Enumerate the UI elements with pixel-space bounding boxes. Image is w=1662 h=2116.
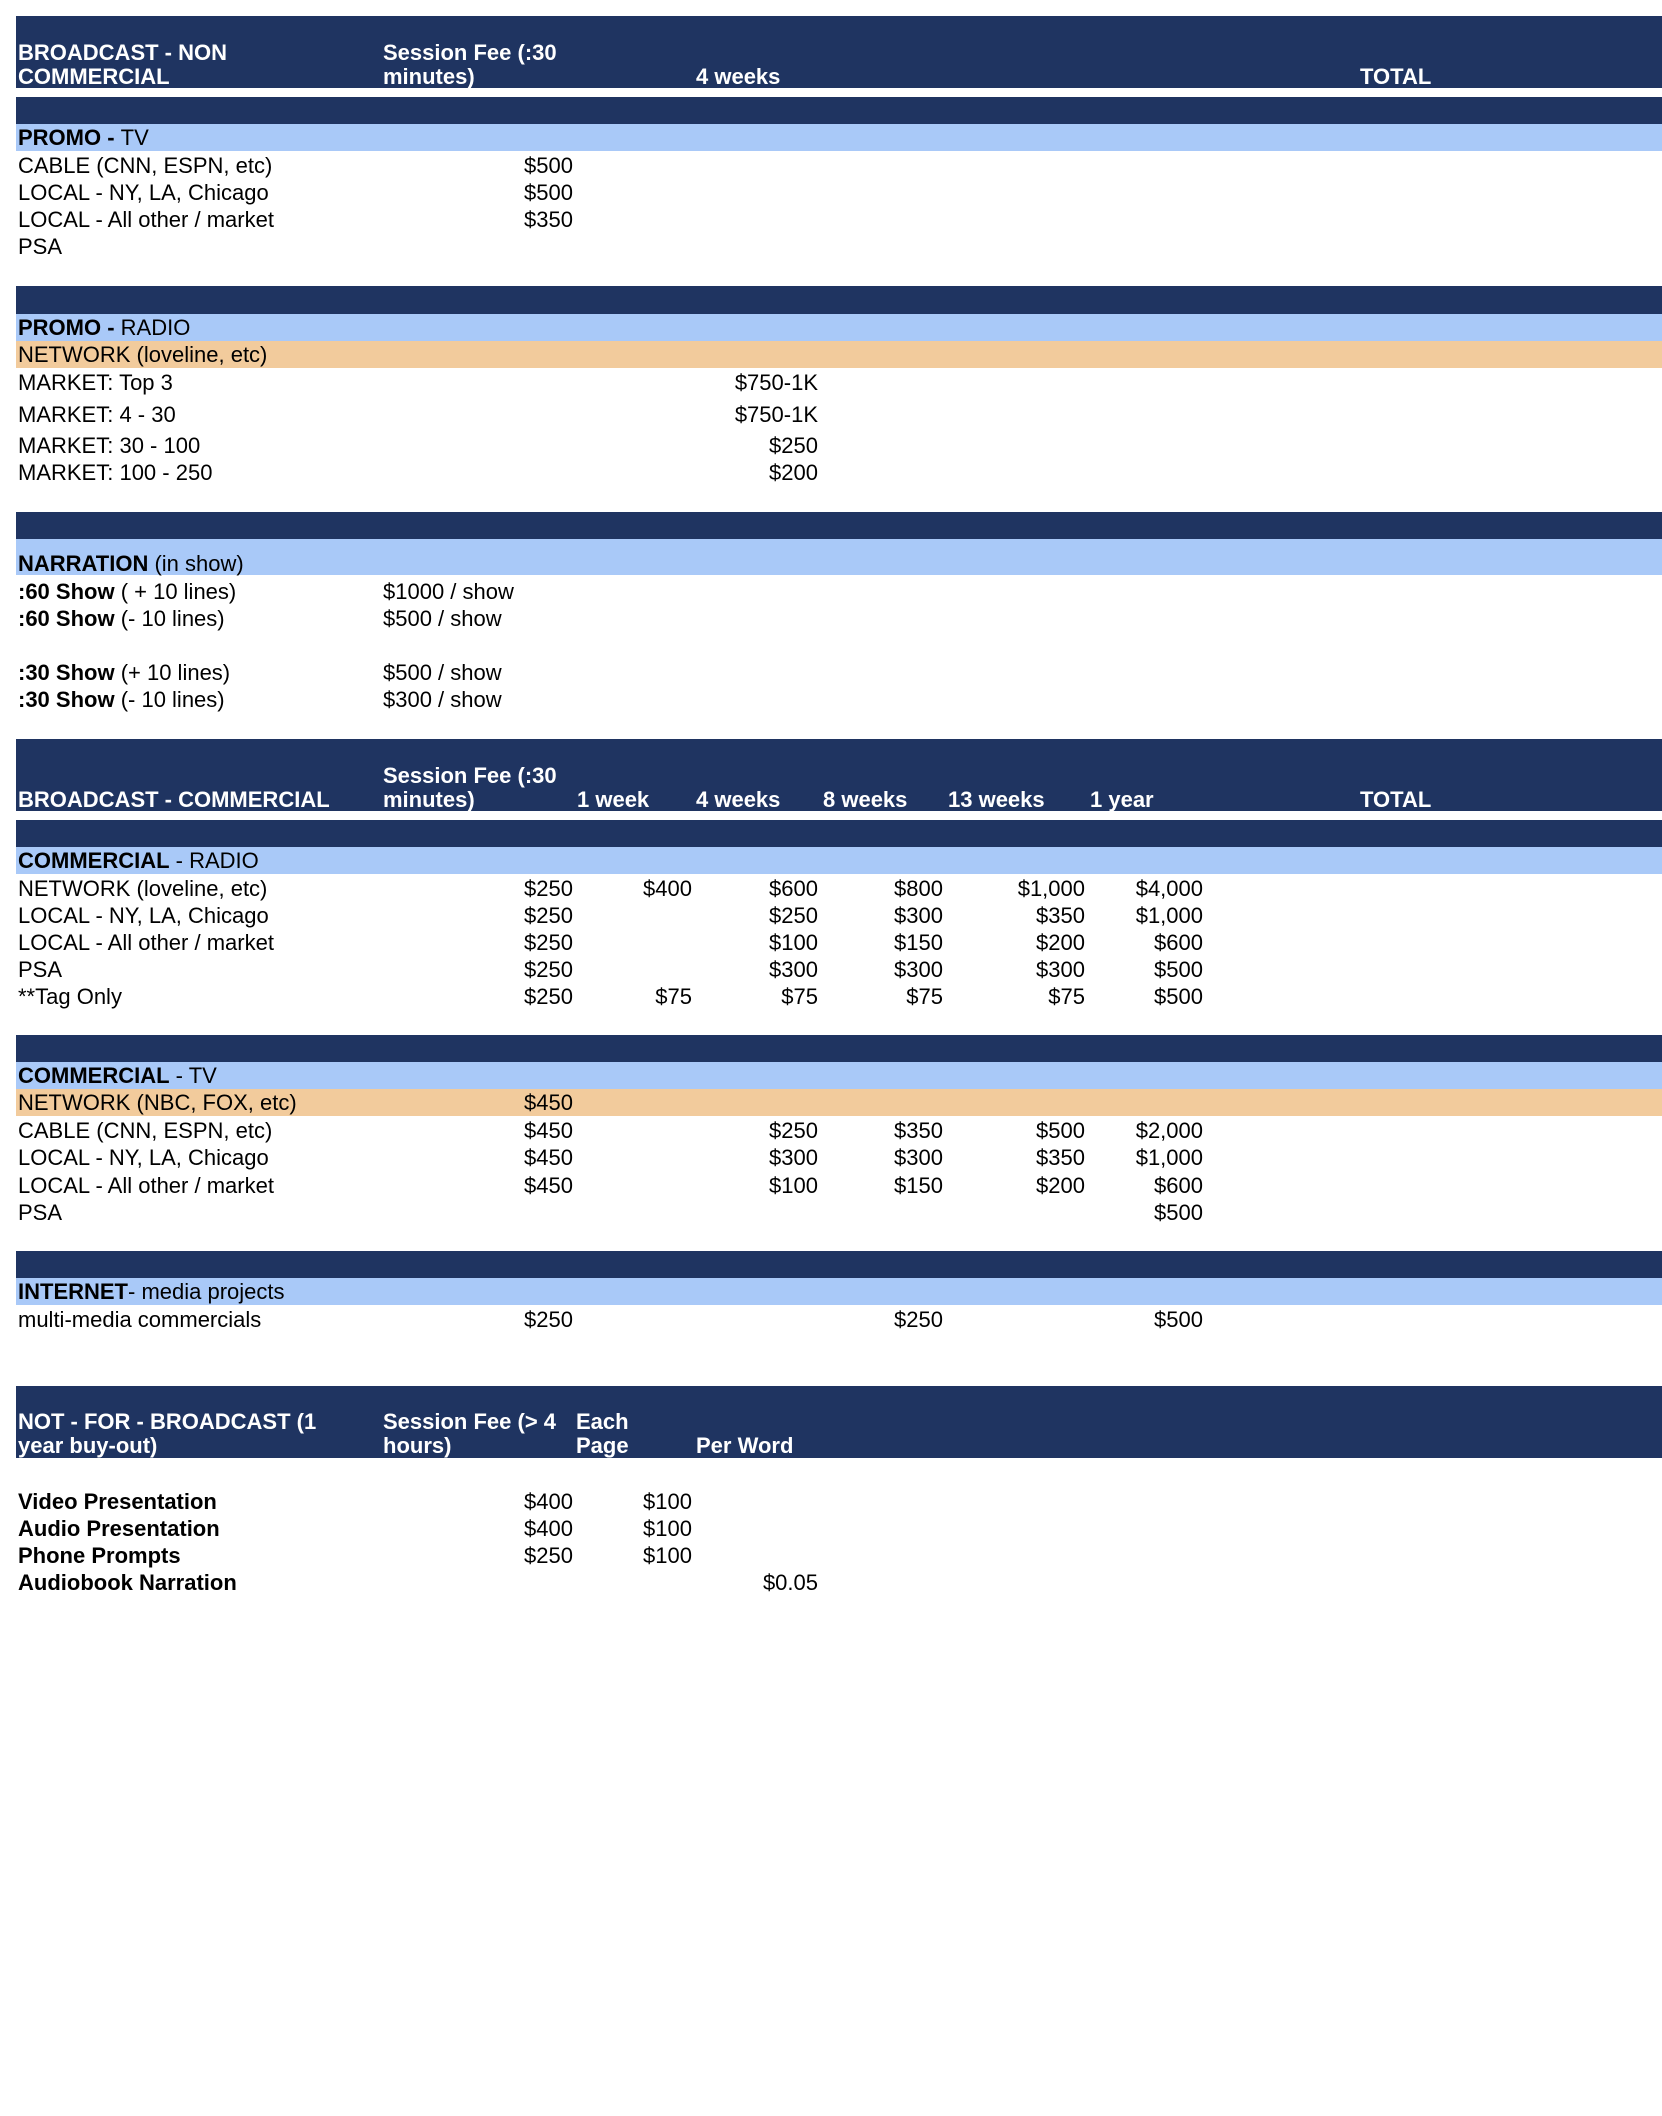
row-fee: $500 / show xyxy=(383,606,502,631)
row-1-year: $4,000 xyxy=(1135,876,1203,901)
row-label: MARKET: 4 - 30 xyxy=(18,402,176,427)
row-per-word: $0.05 xyxy=(762,1570,818,1595)
row-8-weeks: $300 xyxy=(894,1145,943,1171)
spacer-band xyxy=(16,97,1662,124)
row-1-year: $600 xyxy=(1154,930,1203,955)
header-session-fee-line1: Session Fee (:30 xyxy=(383,40,557,65)
row-label: :30 Show (- 10 lines) xyxy=(18,687,225,712)
spacer-band xyxy=(16,286,1662,314)
section-band-promo-radio xyxy=(16,314,1662,341)
header-session-fee-line1: Session Fee (> 4 xyxy=(383,1409,557,1434)
row-fee: $500 xyxy=(524,180,573,205)
row-each-page: $100 xyxy=(643,1543,692,1568)
header-1-year: 1 year xyxy=(1090,787,1154,812)
header-1-week: 1 week xyxy=(577,787,650,812)
row-4-weeks: $100 xyxy=(769,930,818,955)
row-label: LOCAL - All other / market xyxy=(18,1172,274,1198)
row-4-weeks: $750-1K xyxy=(734,402,818,427)
row-13-weeks: $200 xyxy=(1036,1172,1085,1198)
row-1-year: $600 xyxy=(1154,1172,1203,1198)
row-8-weeks: $800 xyxy=(894,876,943,901)
row-1-week: $75 xyxy=(655,984,692,1009)
header-total: TOTAL xyxy=(1360,787,1432,812)
header-session-fee-line1: Session Fee (:30 xyxy=(383,763,557,788)
row-session-fee: $250 xyxy=(524,930,573,955)
row-label: PSA xyxy=(18,234,63,259)
row-8-weeks: $75 xyxy=(906,984,943,1009)
row-13-weeks: $75 xyxy=(1048,984,1085,1009)
section-title-internet: INTERNET- media projects xyxy=(18,1279,285,1304)
header-title-line2: year buy-out) xyxy=(18,1433,158,1458)
row-session-fee: $450 xyxy=(524,1172,573,1198)
row-label: :60 Show (- 10 lines) xyxy=(18,606,225,631)
highlight-row-network: NETWORK (loveline, etc) xyxy=(18,342,268,367)
row-8-weeks: $350 xyxy=(894,1118,943,1143)
row-label: multi-media commercials xyxy=(18,1307,262,1332)
row-label: LOCAL - All other / market xyxy=(18,930,274,955)
header-session-fee-line2: hours) xyxy=(383,1433,452,1458)
row-session-fee: $250 xyxy=(524,903,573,928)
row-label: MARKET: Top 3 xyxy=(18,370,173,395)
row-label: CABLE (CNN, ESPN, etc) xyxy=(18,153,273,178)
header-session-fee-line2: minutes) xyxy=(383,64,475,89)
row-label: MARKET: 30 - 100 xyxy=(18,433,201,458)
row-8-weeks: $250 xyxy=(894,1307,943,1332)
row-session-fee: $250 xyxy=(524,1543,573,1568)
section-band-promo-tv xyxy=(16,124,1662,151)
row-session-fee: $250 xyxy=(524,984,573,1009)
row-4-weeks: $75 xyxy=(781,984,818,1009)
row-label: PSA xyxy=(18,1199,63,1225)
row-4-weeks: $300 xyxy=(769,957,818,982)
header-title-line2: COMMERCIAL xyxy=(18,64,170,89)
row-fee: $500 xyxy=(524,153,573,178)
header-each-line1: Each xyxy=(576,1409,629,1434)
row-each-page: $100 xyxy=(643,1489,692,1514)
section-title-narration: NARRATION (in show) xyxy=(18,551,244,576)
row-label: Phone Prompts xyxy=(18,1543,181,1568)
row-session-fee: $450 xyxy=(524,1118,573,1143)
header-4-weeks: 4 weeks xyxy=(696,787,781,812)
row-label: Audiobook Narration xyxy=(18,1570,237,1595)
section-title-promo-tv: PROMO - TV xyxy=(18,125,149,150)
row-session-fee: $250 xyxy=(524,957,573,982)
row-label: CABLE (CNN, ESPN, etc) xyxy=(18,1118,273,1143)
section-band-narration xyxy=(16,539,1662,575)
row-fee: $300 / show xyxy=(383,687,502,712)
row-label: MARKET: 100 - 250 xyxy=(18,460,213,485)
row-1-year: $500 xyxy=(1154,984,1203,1009)
row-4-weeks: $750-1K xyxy=(734,370,818,395)
row-4-weeks: $250 xyxy=(769,903,818,928)
row-label: **Tag Only xyxy=(18,984,122,1009)
row-label: LOCAL - NY, LA, Chicago xyxy=(18,903,269,928)
row-label: :60 Show ( + 10 lines) xyxy=(18,579,237,604)
row-session-fee: $250 xyxy=(524,876,573,901)
row-8-weeks: $300 xyxy=(894,957,943,982)
section-title-promo-radio: PROMO - RADIO xyxy=(18,315,191,340)
row-fee: $500 / show xyxy=(383,660,502,685)
row-label: Audio Presentation xyxy=(18,1516,220,1541)
row-4-weeks: $600 xyxy=(769,876,818,901)
row-8-weeks: $300 xyxy=(894,903,943,928)
row-label: PSA xyxy=(18,957,63,982)
highlight-row-fee: $450 xyxy=(524,1090,573,1115)
spacer-band xyxy=(16,1251,1662,1278)
row-each-page: $100 xyxy=(643,1516,692,1541)
row-13-weeks: $350 xyxy=(1036,903,1085,928)
row-session-fee: $250 xyxy=(524,1307,573,1332)
row-8-weeks: $150 xyxy=(894,930,943,955)
row-4-weeks: $300 xyxy=(769,1145,818,1171)
section-band-commercial-radio xyxy=(16,847,1662,874)
row-fee: $350 xyxy=(524,207,573,232)
header-title: BROADCAST - COMMERCIAL xyxy=(18,787,330,812)
row-1-year: $2,000 xyxy=(1135,1118,1203,1143)
row-13-weeks: $500 xyxy=(1036,1118,1085,1143)
row-13-weeks: $200 xyxy=(1036,930,1085,955)
row-label: NETWORK (loveline, etc) xyxy=(18,876,268,901)
row-1-year: $500 xyxy=(1154,1307,1203,1332)
row-4-weeks: $200 xyxy=(769,460,818,485)
row-13-weeks: $1,000 xyxy=(1017,876,1085,901)
section-title-commercial-tv: COMMERCIAL - TV xyxy=(18,1063,217,1088)
row-13-weeks: $350 xyxy=(1036,1145,1085,1171)
row-1-year: $500 xyxy=(1154,1199,1203,1225)
header-title-line1: NOT - FOR - BROADCAST (1 xyxy=(18,1409,317,1434)
section-title-commercial-radio: COMMERCIAL - RADIO xyxy=(18,848,259,873)
row-fee: $1000 / show xyxy=(383,579,514,604)
row-label: LOCAL - NY, LA, Chicago xyxy=(18,1145,269,1171)
row-1-year: $500 xyxy=(1154,957,1203,982)
row-session-fee: $400 xyxy=(524,1489,573,1514)
row-label: LOCAL - All other / market xyxy=(18,207,274,232)
row-1-week: $400 xyxy=(643,876,692,901)
row-label: LOCAL - NY, LA, Chicago xyxy=(18,180,269,205)
header-each-line2: Page xyxy=(576,1433,629,1458)
header-8-weeks: 8 weeks xyxy=(823,787,908,812)
header-4-weeks: 4 weeks xyxy=(696,64,781,89)
section-band-commercial-tv xyxy=(16,1062,1662,1089)
spacer-band xyxy=(16,1035,1662,1062)
row-session-fee: $450 xyxy=(524,1145,573,1171)
row-8-weeks: $150 xyxy=(894,1172,943,1198)
row-4-weeks: $100 xyxy=(769,1172,818,1198)
header-session-fee-line2: minutes) xyxy=(383,787,475,812)
row-label: :30 Show (+ 10 lines) xyxy=(18,660,231,685)
header-per-word: Per Word xyxy=(696,1433,794,1458)
row-4-weeks: $250 xyxy=(769,1118,818,1143)
row-1-year: $1,000 xyxy=(1135,903,1203,928)
header-13-weeks: 13 weeks xyxy=(948,787,1045,812)
row-session-fee: $400 xyxy=(524,1516,573,1541)
row-13-weeks: $300 xyxy=(1036,957,1085,982)
row-label: Video Presentation xyxy=(18,1489,217,1514)
row-1-year: $1,000 xyxy=(1135,1145,1203,1171)
highlight-row-network-tv: NETWORK (NBC, FOX, etc) xyxy=(18,1090,297,1115)
spacer-band xyxy=(16,512,1662,539)
spacer-band xyxy=(16,820,1662,847)
header-total: TOTAL xyxy=(1360,64,1432,89)
header-title-line1: BROADCAST - NON xyxy=(18,40,227,65)
row-4-weeks: $250 xyxy=(769,433,818,458)
